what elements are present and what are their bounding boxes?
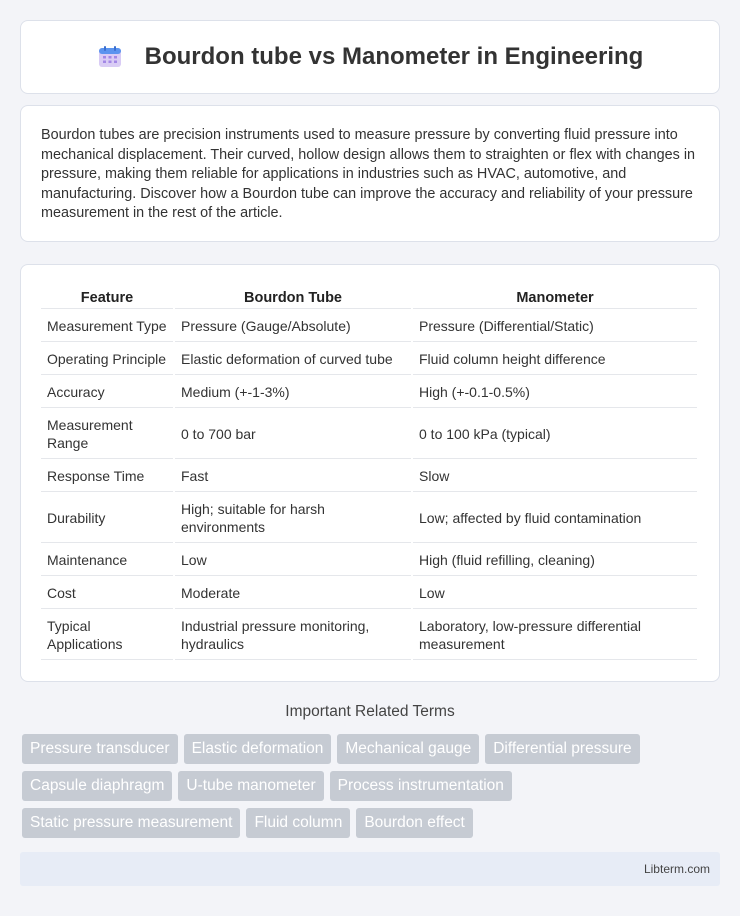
comparison-card (20, 264, 720, 682)
intro-card (20, 105, 720, 242)
table-cell: Response Time (41, 461, 173, 492)
related-term-tag[interactable]: Bourdon effect (356, 808, 473, 838)
table-row (41, 611, 697, 660)
related-term-tag[interactable]: U-tube manometer (178, 771, 323, 801)
table-cell: Accuracy (41, 377, 173, 408)
table-row (41, 311, 697, 342)
table-cell: Elastic deformation of curved tube (175, 344, 411, 375)
table-cell: Maintenance (41, 545, 173, 576)
table-row (41, 344, 697, 375)
table-cell: Durability (41, 494, 173, 543)
table-cell: Laboratory, low-pressure differential measurement (413, 611, 697, 660)
intro-text: Bourdon tubes are precision instruments used to measure pressure by converting fluid pressure into mechanical displacement. Their curved, hollow design allows them to straighten or flex with changes in pressure, making them reliable for applications in industries such as HVAC, automotive, and manufacturing. Discover how a Bourdon tube can improve the accuracy and reliability of your pressure measurement in the rest of the article. (41, 127, 696, 221)
column-header: Manometer (413, 286, 697, 309)
related-term-tag[interactable]: Fluid column (246, 808, 350, 838)
table-row (41, 377, 697, 408)
footer (20, 852, 720, 886)
table-cell: Measurement Range (41, 410, 173, 459)
related-term-tag[interactable]: Pressure transducer (22, 734, 178, 764)
footer-brand-link[interactable]: Libterm.com (643, 862, 710, 876)
table-row (41, 578, 697, 609)
column-header: Bourdon Tube (175, 286, 411, 309)
table-cell: Measurement Type (41, 311, 173, 342)
comparison-table (39, 284, 699, 662)
table-row (41, 545, 697, 576)
related-term-tag[interactable]: Elastic deformation (184, 734, 332, 764)
table-row (41, 461, 697, 492)
table-cell: Low (413, 578, 697, 609)
table-cell: High (fluid refilling, cleaning) (413, 545, 697, 576)
table-header-row (41, 286, 697, 309)
table-cell: Operating Principle (41, 344, 173, 375)
table-cell: Low; affected by fluid contamination (413, 494, 697, 543)
calendar-icon (97, 45, 123, 69)
table-cell: Low (175, 545, 411, 576)
related-term-tag[interactable]: Differential pressure (485, 734, 639, 764)
table-cell: Pressure (Differential/Static) (413, 311, 697, 342)
related-term-tag[interactable]: Mechanical gauge (337, 734, 479, 764)
table-cell: Moderate (175, 578, 411, 609)
table-cell: Cost (41, 578, 173, 609)
page-title: Bourdon tube vs Manometer in Engineering (144, 43, 644, 70)
table-cell: Slow (413, 461, 697, 492)
table-cell: 0 to 700 bar (175, 410, 411, 459)
table-cell: Pressure (Gauge/Absolute) (175, 311, 411, 342)
table-cell: Industrial pressure monitoring, hydraulics (175, 611, 411, 660)
table-cell: Fluid column height difference (413, 344, 697, 375)
table-cell: 0 to 100 kPa (typical) (413, 410, 697, 459)
table-row (41, 494, 697, 543)
table-row (41, 410, 697, 459)
related-terms-title: Important Related Terms (285, 703, 455, 720)
table-cell: Fast (175, 461, 411, 492)
related-term-tag[interactable]: Capsule diaphragm (22, 771, 172, 801)
column-header: Feature (41, 286, 173, 309)
related-terms-list (22, 734, 722, 838)
table-cell: High; suitable for harsh environments (175, 494, 411, 543)
table-cell: Typical Applications (41, 611, 173, 660)
header-card (20, 20, 720, 94)
related-term-tag[interactable]: Static pressure measurement (22, 808, 240, 838)
related-term-tag[interactable]: Process instrumentation (330, 771, 512, 801)
table-cell: Medium (+-1-3%) (175, 377, 411, 408)
table-cell: High (+-0.1-0.5%) (413, 377, 697, 408)
